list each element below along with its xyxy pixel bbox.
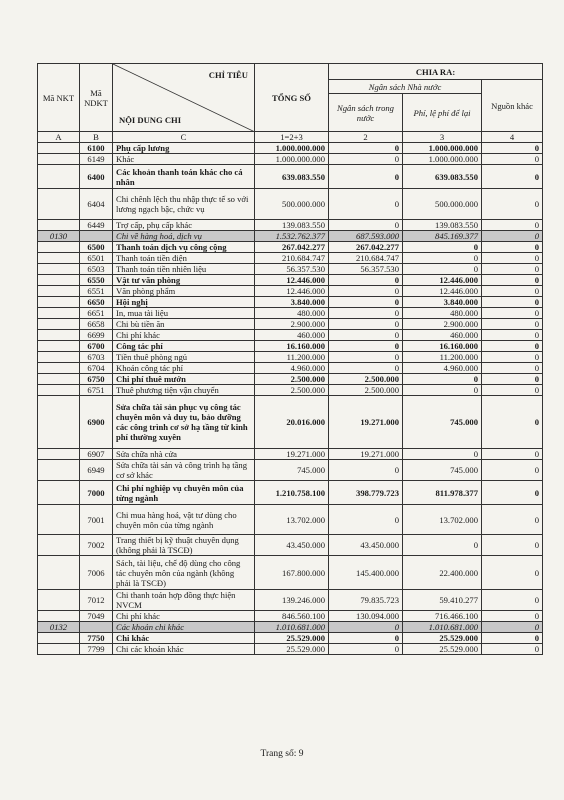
cell-phi-le-phi: 139.083.550 bbox=[403, 220, 482, 231]
col-letter: B bbox=[80, 132, 113, 143]
cell-nguon-khac: 0 bbox=[482, 505, 543, 535]
cell-ma-ndkt: 7799 bbox=[80, 644, 113, 655]
cell-nguon-khac: 0 bbox=[482, 352, 543, 363]
header-ma-ndkt: Mã NDKT bbox=[80, 64, 113, 132]
table-row bbox=[38, 449, 543, 460]
cell-ngan-sach: 0 bbox=[329, 622, 403, 633]
cell-ma-ndkt: 6700 bbox=[80, 341, 113, 352]
cell-ma-ndkt: 7049 bbox=[80, 611, 113, 622]
cell-ma-nkt bbox=[38, 220, 80, 231]
cell-tong-so: 846.560.100 bbox=[255, 611, 329, 622]
cell-ma-ndkt bbox=[80, 231, 113, 242]
table-row bbox=[38, 611, 543, 622]
cell-ngan-sach: 43.450.000 bbox=[329, 535, 403, 556]
cell-ma-nkt bbox=[38, 352, 80, 363]
cell-ma-nkt bbox=[38, 253, 80, 264]
cell-ngan-sach: 0 bbox=[329, 165, 403, 189]
cell-ma-ndkt: 6550 bbox=[80, 275, 113, 286]
cell-ma-ndkt: 6449 bbox=[80, 220, 113, 231]
cell-nguon-khac: 0 bbox=[482, 189, 543, 220]
cell-phi-le-phi: 500.000.000 bbox=[403, 189, 482, 220]
cell-tong-so: 2.500.000 bbox=[255, 385, 329, 396]
cell-noi-dung: Chi các khoản khác bbox=[113, 644, 255, 655]
table-body bbox=[38, 143, 543, 655]
cell-nguon-khac: 0 bbox=[482, 275, 543, 286]
cell-ma-nkt bbox=[38, 481, 80, 505]
cell-ma-nkt bbox=[38, 242, 80, 253]
cell-tong-so: 480.000 bbox=[255, 308, 329, 319]
table-row bbox=[38, 189, 543, 220]
page-number: Trang số: 9 bbox=[260, 749, 304, 759]
cell-nguon-khac: 0 bbox=[482, 220, 543, 231]
cell-ngan-sach: 0 bbox=[329, 352, 403, 363]
cell-phi-le-phi: 25.529.000 bbox=[403, 644, 482, 655]
cell-ngan-sach: 267.042.277 bbox=[329, 242, 403, 253]
table-row bbox=[38, 275, 543, 286]
cell-tong-so: 4.960.000 bbox=[255, 363, 329, 374]
cell-ma-nkt bbox=[38, 330, 80, 341]
cell-ngan-sach: 687.593.000 bbox=[329, 231, 403, 242]
cell-ma-nkt bbox=[38, 460, 80, 481]
cell-ma-nkt bbox=[38, 341, 80, 352]
cell-tong-so: 500.000.000 bbox=[255, 189, 329, 220]
cell-nguon-khac: 0 bbox=[482, 611, 543, 622]
cell-ngan-sach: 2.500.000 bbox=[329, 385, 403, 396]
cell-ma-ndkt: 7006 bbox=[80, 556, 113, 590]
cell-ma-ndkt: 6100 bbox=[80, 143, 113, 154]
cell-ngan-sach: 210.684.747 bbox=[329, 253, 403, 264]
cell-ngan-sach: 0 bbox=[329, 220, 403, 231]
cell-phi-le-phi: 0 bbox=[403, 449, 482, 460]
cell-tong-so: 20.016.000 bbox=[255, 396, 329, 449]
cell-ma-ndkt: 6400 bbox=[80, 165, 113, 189]
cell-ma-nkt bbox=[38, 611, 80, 622]
cell-ngan-sach: 398.779.723 bbox=[329, 481, 403, 505]
cell-nguon-khac: 0 bbox=[482, 385, 543, 396]
cell-tong-so: 3.840.000 bbox=[255, 297, 329, 308]
cell-phi-le-phi: 811.978.377 bbox=[403, 481, 482, 505]
cell-nguon-khac: 0 bbox=[482, 253, 543, 264]
cell-ma-ndkt: 6658 bbox=[80, 319, 113, 330]
cell-noi-dung: Phụ cấp lương bbox=[113, 143, 255, 154]
cell-nguon-khac: 0 bbox=[482, 535, 543, 556]
cell-noi-dung: Chi phí nghiệp vụ chuyên môn của từng ngành bbox=[113, 481, 255, 505]
cell-phi-le-phi: 0 bbox=[403, 242, 482, 253]
cell-nguon-khac: 0 bbox=[482, 286, 543, 297]
cell-phi-le-phi: 1.000.000.000 bbox=[403, 143, 482, 154]
cell-ma-nkt bbox=[38, 308, 80, 319]
cell-nguon-khac: 0 bbox=[482, 330, 543, 341]
cell-noi-dung: Thanh toán tiền điện bbox=[113, 253, 255, 264]
cell-phi-le-phi: 59.410.277 bbox=[403, 590, 482, 611]
cell-ma-nkt bbox=[38, 154, 80, 165]
cell-nguon-khac: 0 bbox=[482, 396, 543, 449]
cell-tong-so: 2.500.000 bbox=[255, 374, 329, 385]
cell-noi-dung: Thanh toán tiền nhiên liệu bbox=[113, 264, 255, 275]
cell-noi-dung: Công tác phí bbox=[113, 341, 255, 352]
cell-ma-ndkt: 6149 bbox=[80, 154, 113, 165]
cell-tong-so: 56.357.530 bbox=[255, 264, 329, 275]
cell-ma-nkt: 0132 bbox=[38, 622, 80, 633]
cell-ngan-sach: 145.400.000 bbox=[329, 556, 403, 590]
cell-ma-ndkt: 6551 bbox=[80, 286, 113, 297]
cell-ma-nkt bbox=[38, 286, 80, 297]
cell-tong-so: 16.160.000 bbox=[255, 341, 329, 352]
cell-noi-dung: Vật tư văn phòng bbox=[113, 275, 255, 286]
cell-nguon-khac: 0 bbox=[482, 556, 543, 590]
cell-ma-nkt bbox=[38, 297, 80, 308]
cell-nguon-khac: 0 bbox=[482, 590, 543, 611]
cell-ma-nkt bbox=[38, 535, 80, 556]
cell-ngan-sach: 0 bbox=[329, 286, 403, 297]
cell-noi-dung: Chi khác bbox=[113, 633, 255, 644]
cell-ma-ndkt: 6650 bbox=[80, 297, 113, 308]
cell-ma-nkt bbox=[38, 143, 80, 154]
cell-phi-le-phi: 845.169.377 bbox=[403, 231, 482, 242]
cell-nguon-khac: 0 bbox=[482, 154, 543, 165]
cell-tong-so: 1.000.000.000 bbox=[255, 143, 329, 154]
table-row bbox=[38, 633, 543, 644]
cell-nguon-khac: 0 bbox=[482, 165, 543, 189]
cell-ma-nkt bbox=[38, 165, 80, 189]
col-letter: A bbox=[38, 132, 80, 143]
table-row bbox=[38, 644, 543, 655]
cell-phi-le-phi: 460.000 bbox=[403, 330, 482, 341]
cell-phi-le-phi: 716.466.100 bbox=[403, 611, 482, 622]
margin-stamp-mark bbox=[548, 430, 558, 490]
cell-ma-ndkt: 6699 bbox=[80, 330, 113, 341]
cell-ma-nkt bbox=[38, 385, 80, 396]
cell-tong-so: 12.446.000 bbox=[255, 275, 329, 286]
cell-tong-so: 139.083.550 bbox=[255, 220, 329, 231]
cell-ma-nkt bbox=[38, 556, 80, 590]
table-row bbox=[38, 154, 543, 165]
table-row bbox=[38, 385, 543, 396]
cell-tong-so: 1.000.000.000 bbox=[255, 154, 329, 165]
cell-ma-nkt bbox=[38, 264, 80, 275]
col-letter: C bbox=[113, 132, 255, 143]
cell-ma-nkt bbox=[38, 449, 80, 460]
cell-phi-le-phi: 1.000.000.000 bbox=[403, 154, 482, 165]
cell-ma-ndkt: 6651 bbox=[80, 308, 113, 319]
cell-ma-ndkt: 7000 bbox=[80, 481, 113, 505]
cell-ma-ndkt: 6750 bbox=[80, 374, 113, 385]
col-letter: 4 bbox=[482, 132, 543, 143]
header-chi-tieu-cell bbox=[113, 64, 255, 132]
cell-noi-dung: Văn phòng phẩm bbox=[113, 286, 255, 297]
col-letter: 1=2+3 bbox=[255, 132, 329, 143]
cell-noi-dung: Chi phí khác bbox=[113, 330, 255, 341]
cell-nguon-khac: 0 bbox=[482, 481, 543, 505]
cell-phi-le-phi: 639.083.550 bbox=[403, 165, 482, 189]
cell-ma-ndkt: 6751 bbox=[80, 385, 113, 396]
cell-ma-nkt bbox=[38, 363, 80, 374]
cell-tong-so: 167.800.000 bbox=[255, 556, 329, 590]
cell-phi-le-phi: 1.010.681.000 bbox=[403, 622, 482, 633]
cell-phi-le-phi: 11.200.000 bbox=[403, 352, 482, 363]
cell-noi-dung: Sửa chữa nhà cửa bbox=[113, 449, 255, 460]
cell-nguon-khac: 0 bbox=[482, 363, 543, 374]
cell-phi-le-phi: 0 bbox=[403, 374, 482, 385]
table-row bbox=[38, 535, 543, 556]
cell-nguon-khac: 0 bbox=[482, 341, 543, 352]
cell-tong-so: 19.271.000 bbox=[255, 449, 329, 460]
cell-ma-ndkt: 7002 bbox=[80, 535, 113, 556]
cell-ma-nkt bbox=[38, 319, 80, 330]
table-row bbox=[38, 396, 543, 449]
cell-ma-ndkt: 7750 bbox=[80, 633, 113, 644]
cell-nguon-khac: 0 bbox=[482, 460, 543, 481]
cell-tong-so: 139.246.000 bbox=[255, 590, 329, 611]
header-chi-tieu: CHỈ TIÊU bbox=[208, 70, 248, 80]
cell-noi-dung: Hội nghị bbox=[113, 297, 255, 308]
cell-nguon-khac: 0 bbox=[482, 374, 543, 385]
cell-noi-dung: Khoán công tác phí bbox=[113, 363, 255, 374]
cell-phi-le-phi: 480.000 bbox=[403, 308, 482, 319]
cell-noi-dung: Trợ cấp, phụ cấp khác bbox=[113, 220, 255, 231]
cell-phi-le-phi: 2.900.000 bbox=[403, 319, 482, 330]
cell-phi-le-phi: 0 bbox=[403, 385, 482, 396]
cell-ngan-sach: 0 bbox=[329, 644, 403, 655]
cell-ma-ndkt: 6503 bbox=[80, 264, 113, 275]
cell-phi-le-phi: 12.446.000 bbox=[403, 286, 482, 297]
cell-ma-nkt bbox=[38, 374, 80, 385]
cell-tong-so: 745.000 bbox=[255, 460, 329, 481]
cell-ngan-sach: 0 bbox=[329, 275, 403, 286]
cell-ngan-sach: 0 bbox=[329, 297, 403, 308]
col-letter: 2 bbox=[329, 132, 403, 143]
cell-nguon-khac: 0 bbox=[482, 264, 543, 275]
table-row bbox=[38, 286, 543, 297]
cell-ngan-sach: 19.271.000 bbox=[329, 396, 403, 449]
cell-phi-le-phi: 4.960.000 bbox=[403, 363, 482, 374]
cell-ma-nkt bbox=[38, 396, 80, 449]
cell-ma-ndkt bbox=[80, 622, 113, 633]
table-row bbox=[38, 297, 543, 308]
header-ma-nkt: Mã NKT bbox=[38, 64, 80, 132]
cell-ma-nkt bbox=[38, 275, 80, 286]
cell-tong-so: 460.000 bbox=[255, 330, 329, 341]
header-ngan-sach-nha-nuoc: Ngân sách Nhà nước bbox=[329, 80, 482, 94]
cell-tong-so: 1.010.681.000 bbox=[255, 622, 329, 633]
cell-phi-le-phi: 745.000 bbox=[403, 396, 482, 449]
cell-ma-ndkt: 6501 bbox=[80, 253, 113, 264]
cell-tong-so: 25.529.000 bbox=[255, 633, 329, 644]
cell-ngan-sach: 0 bbox=[329, 633, 403, 644]
cell-ngan-sach: 19.271.000 bbox=[329, 449, 403, 460]
table-row bbox=[38, 505, 543, 535]
cell-nguon-khac: 0 bbox=[482, 644, 543, 655]
cell-ma-ndkt: 6404 bbox=[80, 189, 113, 220]
budget-table bbox=[37, 63, 543, 655]
cell-ngan-sach: 0 bbox=[329, 308, 403, 319]
cell-ma-ndkt: 6949 bbox=[80, 460, 113, 481]
cell-ngan-sach: 0 bbox=[329, 341, 403, 352]
table-row bbox=[38, 363, 543, 374]
cell-noi-dung: Chi phí thuê mướn bbox=[113, 374, 255, 385]
cell-tong-so: 12.446.000 bbox=[255, 286, 329, 297]
cell-ma-ndkt: 6500 bbox=[80, 242, 113, 253]
cell-ma-nkt bbox=[38, 505, 80, 535]
cell-tong-so: 1.210.758.100 bbox=[255, 481, 329, 505]
table-row bbox=[38, 308, 543, 319]
table-row bbox=[38, 264, 543, 275]
table-row bbox=[38, 352, 543, 363]
cell-phi-le-phi: 22.400.000 bbox=[403, 556, 482, 590]
cell-nguon-khac: 0 bbox=[482, 143, 543, 154]
cell-noi-dung: Tiền thuê phòng ngủ bbox=[113, 352, 255, 363]
cell-noi-dung: Trang thiết bị kỹ thuật chuyên dụng (không phải là TSCĐ) bbox=[113, 535, 255, 556]
table-row bbox=[38, 622, 543, 633]
table-row bbox=[38, 231, 543, 242]
table-row bbox=[38, 319, 543, 330]
cell-noi-dung: Sách, tài liệu, chế độ dùng cho công tác chuyên môn của ngành (không phải là TSCĐ) bbox=[113, 556, 255, 590]
cell-phi-le-phi: 0 bbox=[403, 535, 482, 556]
cell-noi-dung: Khác bbox=[113, 154, 255, 165]
cell-tong-so: 2.900.000 bbox=[255, 319, 329, 330]
cell-noi-dung: Các khoản thanh toán khác cho cá nhân bbox=[113, 165, 255, 189]
cell-ma-ndkt: 6907 bbox=[80, 449, 113, 460]
cell-tong-so: 1.532.762.377 bbox=[255, 231, 329, 242]
cell-noi-dung: Thuê phương tiện vận chuyển bbox=[113, 385, 255, 396]
cell-noi-dung: Chi về hàng hoá, dịch vụ bbox=[113, 231, 255, 242]
cell-ma-ndkt: 7001 bbox=[80, 505, 113, 535]
cell-ngan-sach: 56.357.530 bbox=[329, 264, 403, 275]
header-ngan-sach-trong-nuoc: Ngân sách trong nước bbox=[329, 94, 403, 132]
cell-nguon-khac: 0 bbox=[482, 319, 543, 330]
cell-tong-so: 210.684.747 bbox=[255, 253, 329, 264]
cell-ma-ndkt: 6900 bbox=[80, 396, 113, 449]
cell-tong-so: 43.450.000 bbox=[255, 535, 329, 556]
cell-noi-dung: Chi bù tiền ăn bbox=[113, 319, 255, 330]
table-row bbox=[38, 242, 543, 253]
column-letter-row bbox=[38, 132, 543, 143]
cell-phi-le-phi: 3.840.000 bbox=[403, 297, 482, 308]
cell-ma-nkt bbox=[38, 633, 80, 644]
cell-ma-nkt: 0130 bbox=[38, 231, 80, 242]
cell-ngan-sach: 0 bbox=[329, 319, 403, 330]
cell-phi-le-phi: 13.702.000 bbox=[403, 505, 482, 535]
table-row bbox=[38, 481, 543, 505]
cell-ngan-sach: 0 bbox=[329, 460, 403, 481]
table-row bbox=[38, 590, 543, 611]
cell-nguon-khac: 0 bbox=[482, 231, 543, 242]
cell-noi-dung: Chi chênh lệch thu nhập thực tế so với lương ngạch bậc, chức vụ bbox=[113, 189, 255, 220]
cell-phi-le-phi: 16.160.000 bbox=[403, 341, 482, 352]
table-row bbox=[38, 330, 543, 341]
header-chia-ra: CHIA RA: bbox=[329, 64, 543, 80]
cell-phi-le-phi: 25.529.000 bbox=[403, 633, 482, 644]
cell-ngan-sach: 0 bbox=[329, 143, 403, 154]
cell-noi-dung: Sửa chữa tài sản và công trình hạ tầng cơ sở khác bbox=[113, 460, 255, 481]
cell-noi-dung: Chi mua hàng hoá, vật tư dùng cho chuyên môn của từng ngành bbox=[113, 505, 255, 535]
cell-ngan-sach: 79.835.723 bbox=[329, 590, 403, 611]
cell-ma-nkt bbox=[38, 189, 80, 220]
header-tong-so: TỔNG SỐ bbox=[255, 64, 329, 132]
cell-ma-nkt bbox=[38, 644, 80, 655]
cell-phi-le-phi: 745.000 bbox=[403, 460, 482, 481]
table-row bbox=[38, 143, 543, 154]
cell-tong-so: 13.702.000 bbox=[255, 505, 329, 535]
cell-ngan-sach: 0 bbox=[329, 330, 403, 341]
cell-noi-dung: Sửa chữa tài sản phục vụ công tác chuyên môn và duy tu, bảo dưỡng các công trình cơ sở hạ tầng từ kinh phí thường xuyên bbox=[113, 396, 255, 449]
cell-ma-ndkt: 6703 bbox=[80, 352, 113, 363]
header-phi-le-phi: Phí, lệ phí để lại bbox=[403, 94, 482, 132]
table-row bbox=[38, 374, 543, 385]
cell-noi-dung: Thanh toán dịch vụ công cộng bbox=[113, 242, 255, 253]
cell-tong-so: 11.200.000 bbox=[255, 352, 329, 363]
table-row bbox=[38, 556, 543, 590]
cell-tong-so: 639.083.550 bbox=[255, 165, 329, 189]
cell-nguon-khac: 0 bbox=[482, 622, 543, 633]
cell-tong-so: 25.529.000 bbox=[255, 644, 329, 655]
col-letter: 3 bbox=[403, 132, 482, 143]
table-row bbox=[38, 341, 543, 352]
table-row bbox=[38, 253, 543, 264]
cell-noi-dung: In, mua tài liệu bbox=[113, 308, 255, 319]
table-row bbox=[38, 165, 543, 189]
cell-ma-nkt bbox=[38, 590, 80, 611]
cell-nguon-khac: 0 bbox=[482, 242, 543, 253]
cell-noi-dung: Các khoản chi khác bbox=[113, 622, 255, 633]
cell-noi-dung: Chi thanh toán hợp đồng thực hiện NVCM bbox=[113, 590, 255, 611]
cell-ngan-sach: 2.500.000 bbox=[329, 374, 403, 385]
cell-ma-ndkt: 6704 bbox=[80, 363, 113, 374]
cell-ma-ndkt: 7012 bbox=[80, 590, 113, 611]
header-noi-dung-chi: NỘI DUNG CHI bbox=[119, 115, 182, 125]
table-row bbox=[38, 220, 543, 231]
cell-noi-dung: Chi phí khác bbox=[113, 611, 255, 622]
cell-nguon-khac: 0 bbox=[482, 633, 543, 644]
cell-ngan-sach: 0 bbox=[329, 363, 403, 374]
header-nguon-khac: Nguồn khác bbox=[482, 80, 543, 132]
cell-ngan-sach: 0 bbox=[329, 505, 403, 535]
cell-ngan-sach: 0 bbox=[329, 189, 403, 220]
cell-phi-le-phi: 12.446.000 bbox=[403, 275, 482, 286]
cell-ngan-sach: 130.094.000 bbox=[329, 611, 403, 622]
cell-nguon-khac: 0 bbox=[482, 297, 543, 308]
cell-tong-so: 267.042.277 bbox=[255, 242, 329, 253]
cell-nguon-khac: 0 bbox=[482, 308, 543, 319]
cell-nguon-khac: 0 bbox=[482, 449, 543, 460]
cell-phi-le-phi: 0 bbox=[403, 253, 482, 264]
cell-ngan-sach: 0 bbox=[329, 154, 403, 165]
table-row bbox=[38, 460, 543, 481]
cell-phi-le-phi: 0 bbox=[403, 264, 482, 275]
